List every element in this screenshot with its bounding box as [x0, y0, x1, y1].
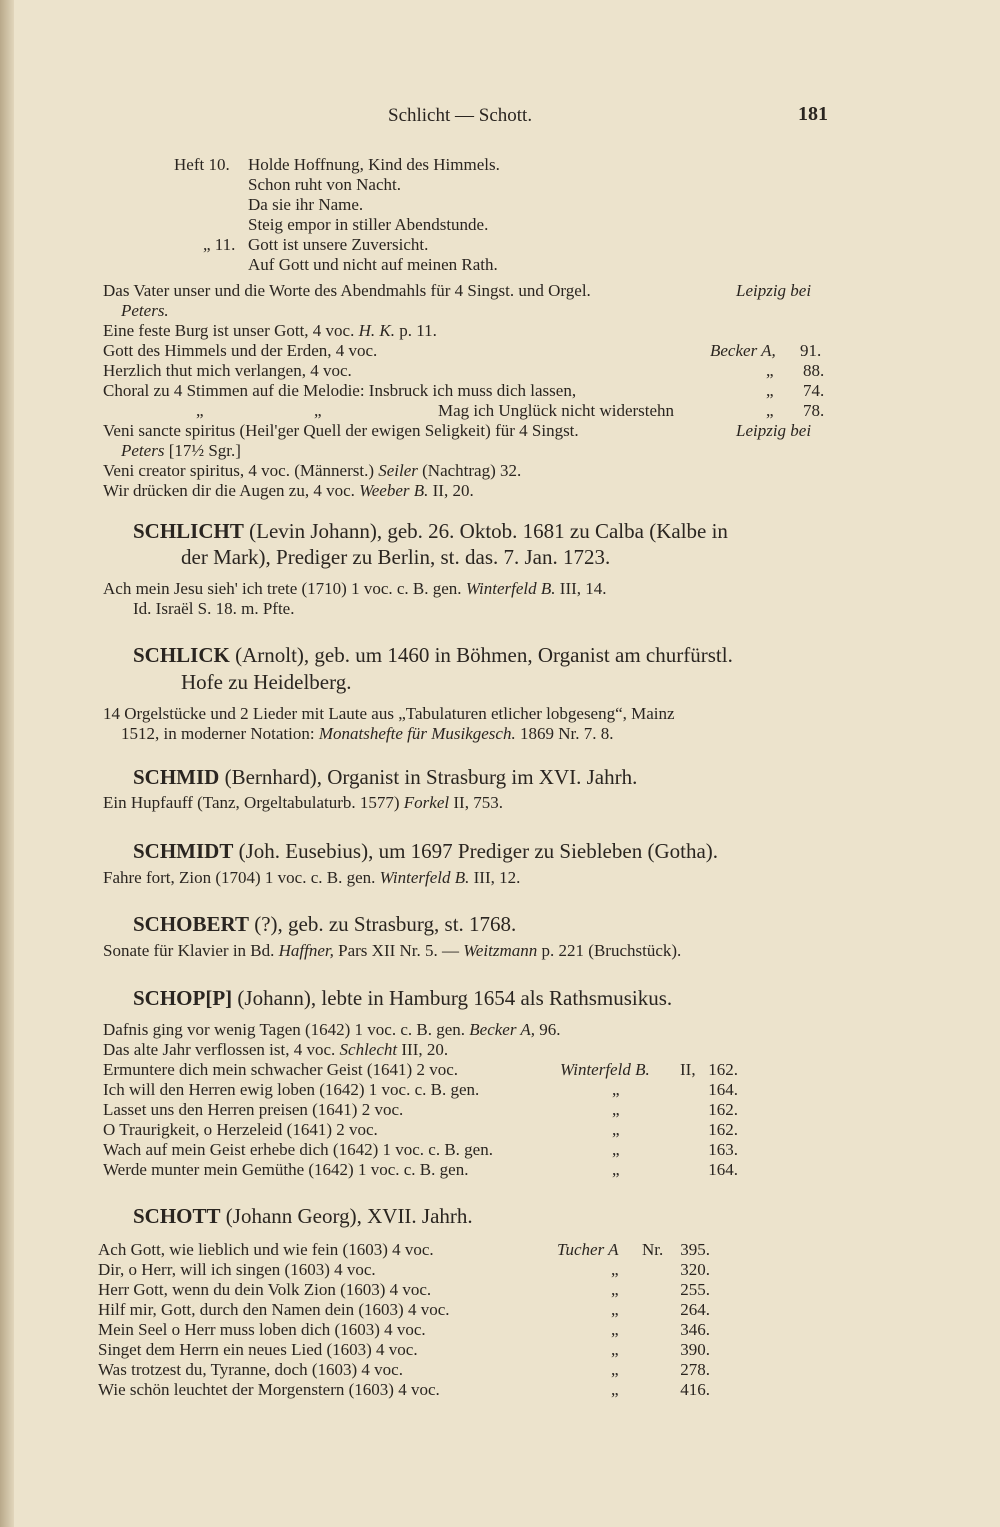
entry-volume: II,: [680, 1060, 696, 1079]
heft-label: „ 11.: [203, 235, 236, 254]
ditto-mark: „: [766, 361, 774, 380]
ditto-mark: „: [611, 1320, 619, 1339]
composer-heading: SCHMIDT (Joh. Eusebius), um 1697 Prediger zu Siebleben (Gotha).: [133, 839, 719, 863]
ditto-mark: „: [612, 1080, 620, 1099]
ditto-mark: „: [611, 1300, 619, 1319]
entry-source: Peters.: [121, 301, 169, 320]
entry-source: Leipzig bei: [736, 281, 812, 300]
table-row-number: 164.: [708, 1080, 738, 1099]
composer-heading: SCHLICHT (Levin Johann), geb. 26. Oktob. 1681 zu Calba (Kalbe in: [133, 519, 728, 543]
entry-line: Peters [17½ Sgr.]: [121, 441, 241, 460]
ditto-mark: „: [612, 1160, 620, 1179]
table-row-title: Herr Gott, wenn du dein Volk Zion (1603) 4 voc.: [98, 1280, 432, 1299]
page-number: 181: [798, 103, 828, 125]
table-row-number: 162.: [708, 1120, 738, 1139]
composer-heading: SCHOP[P] (Johann), lebte in Hamburg 1654 als Rathsmusikus.: [133, 986, 673, 1010]
entry-line: Das Vater unser und die Worte des Abendmahls für 4 Singst. und Orgel.: [103, 281, 591, 300]
table-row-number: 320.: [680, 1260, 710, 1279]
entry-source: Leipzig bei: [736, 421, 812, 440]
entry-line: Veni creator spiritus, 4 voc. (Männerst.) Seiler (Nachtrag) 32.: [103, 461, 522, 480]
table-row-title: Was trotzest du, Tyranne, doch (1603) 4 voc.: [98, 1360, 403, 1379]
ditto-mark: „: [611, 1280, 619, 1299]
table-row-title: Ich will den Herren ewig loben (1642) 1 voc. c. B. gen.: [103, 1080, 480, 1099]
table-row-title: Ach Gott, wie lieblich und wie fein (1603) 4 voc.: [98, 1240, 434, 1259]
entry-line: Sonate für Klavier in Bd. Haffner, Pars XII Nr. 5. — Weitzmann p. 221 (Bruchstück).: [103, 941, 682, 960]
entry-line: Wir drücken dir die Augen zu, 4 voc. Weeber B. II, 20.: [103, 481, 474, 500]
ditto-mark: „: [612, 1100, 620, 1119]
table-row-title: Mein Seel o Herr muss loben dich (1603) 4 voc.: [98, 1320, 426, 1339]
table-source: Tucher A: [557, 1240, 619, 1259]
heft-title: Gott ist unsere Zuversicht.: [248, 235, 429, 254]
table-row-number: 255.: [680, 1280, 710, 1299]
entry-line: Fahre fort, Zion (1704) 1 voc. c. B. gen. Winterfeld B. III, 12.: [103, 868, 521, 887]
table-row-title: Werde munter mein Gemüthe (1642) 1 voc. c. B. gen.: [103, 1160, 469, 1179]
entry-line: 1512, in moderner Notation: Monatshefte für Musikgesch. 1869 Nr. 7. 8.: [121, 724, 614, 743]
ditto-mark: „: [611, 1380, 619, 1399]
entry-line: Id. Israël S. 18. m. Pfte.: [133, 599, 295, 618]
table-row-number: 162.: [708, 1100, 738, 1119]
heft-title: Auf Gott und nicht auf meinen Rath.: [248, 255, 498, 274]
heft-title: Schon ruht von Nacht.: [248, 175, 401, 194]
table-row-number: 164.: [708, 1160, 738, 1179]
table-nr-label: Nr.: [642, 1240, 664, 1259]
ditto-mark: „: [611, 1340, 619, 1359]
table-row-title: Dir, o Herr, will ich singen (1603) 4 voc.: [98, 1260, 376, 1279]
composer-heading: SCHOBERT (?), geb. zu Strasburg, st. 1768.: [133, 912, 517, 936]
entry-number: 78.: [803, 401, 825, 420]
composer-heading-cont: Hofe zu Heidelberg.: [181, 670, 352, 694]
entry-line: Dafnis ging vor wenig Tagen (1642) 1 voc. c. B. gen. Becker A, 96.: [103, 1020, 561, 1039]
heft-title: Holde Hoffnung, Kind des Himmels.: [248, 155, 500, 174]
entry-line: Ach mein Jesu sieh' ich trete (1710) 1 voc. c. B. gen. Winterfeld B. III, 14.: [103, 579, 607, 598]
entry-line: Mag ich Unglück nicht widerstehn: [438, 401, 675, 420]
ditto-mark: „: [611, 1360, 619, 1379]
entry-line: Choral zu 4 Stimmen auf die Melodie: Insbruck ich muss dich lassen,: [103, 381, 577, 400]
heft-title: Da sie ihr Name.: [248, 195, 364, 214]
entry-line: 14 Orgelstücke und 2 Lieder mit Laute aus „Tabulaturen etlicher lobgeseng“, Mainz: [103, 704, 675, 723]
table-row-number: 346.: [680, 1320, 710, 1339]
table-row-title: Hilf mir, Gott, durch den Namen dein (1603) 4 voc.: [98, 1300, 450, 1319]
entry-number: 74.: [803, 381, 825, 400]
entry-line: Gott des Himmels und der Erden, 4 voc.: [103, 341, 378, 360]
entry-line: Das alte Jahr verflossen ist, 4 voc. Schlecht III, 20.: [103, 1040, 449, 1059]
table-row-title: Lasset uns den Herren preisen (1641) 2 voc.: [103, 1100, 404, 1119]
table-row-title: Wie schön leuchtet der Morgenstern (1603) 4 voc.: [98, 1380, 440, 1399]
entry-line: Eine feste Burg ist unser Gott, 4 voc. H. K. p. 11.: [103, 321, 437, 340]
entry-line: Ermuntere dich mein schwacher Geist (1641) 2 voc.: [103, 1060, 458, 1079]
ditto-mark: „: [611, 1260, 619, 1279]
table-row-number: 264.: [680, 1300, 710, 1319]
ditto-mark: „: [766, 401, 774, 420]
ditto-mark: „: [196, 401, 204, 420]
entry-source: Becker A,: [710, 341, 776, 360]
running-head-title: Schlicht — Schott.: [388, 105, 533, 126]
heft-label: Heft 10.: [174, 155, 230, 174]
table-row-title: Singet dem Herrn ein neues Lied (1603) 4 voc.: [98, 1340, 418, 1359]
entry-source: Winterfeld B.: [560, 1060, 650, 1079]
table-row-title: Wach auf mein Geist erhebe dich (1642) 1 voc. c. B. gen.: [103, 1140, 493, 1159]
ditto-mark: „: [612, 1120, 620, 1139]
table-row-number: 416.: [680, 1380, 710, 1399]
ditto-mark: „: [314, 401, 322, 420]
composer-heading-cont: der Mark), Prediger zu Berlin, st. das. 7. Jan. 1723.: [181, 545, 611, 569]
table-row-number: 395.: [680, 1240, 710, 1259]
entry-number: 162.: [708, 1060, 738, 1079]
table-row-number: 278.: [680, 1360, 710, 1379]
ditto-mark: „: [766, 381, 774, 400]
heft-title: Steig empor in stiller Abendstunde.: [248, 215, 489, 234]
table-row-title: O Traurigkeit, o Herzeleid (1641) 2 voc.: [103, 1120, 378, 1139]
table-row-number: 163.: [708, 1140, 738, 1159]
entry-line: Ein Hupfauff (Tanz, Orgeltabulaturb. 1577) Forkel II, 753.: [103, 793, 503, 812]
ditto-mark: „: [612, 1140, 620, 1159]
table-row-number: 390.: [680, 1340, 710, 1359]
composer-heading: SCHOTT (Johann Georg), XVII. Jahrh.: [133, 1204, 473, 1228]
entry-line: Herzlich thut mich verlangen, 4 voc.: [103, 361, 352, 380]
composer-heading: SCHLICK (Arnolt), geb. um 1460 in Böhmen, Organist am churfürstl.: [133, 643, 733, 667]
entry-number: 91.: [800, 341, 822, 360]
entry-line: Veni sancte spiritus (Heil'ger Quell der ewigen Seligkeit) für 4 Singst.: [103, 421, 579, 440]
page-binding-shadow: [0, 0, 14, 1527]
composer-heading: SCHMID (Bernhard), Organist in Strasburg im XVI. Jahrh.: [133, 765, 638, 789]
entry-number: 88.: [803, 361, 825, 380]
